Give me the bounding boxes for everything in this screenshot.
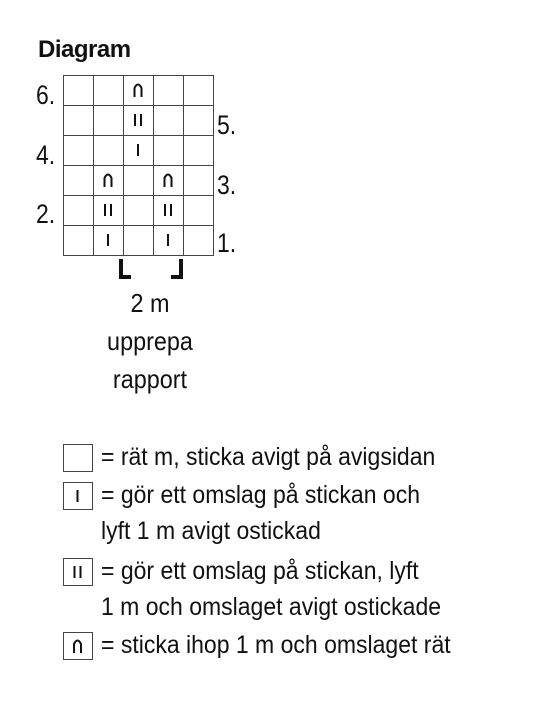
arc-symbol-icon bbox=[154, 166, 184, 196]
chart-cell bbox=[64, 166, 94, 196]
chart-cell bbox=[124, 196, 154, 226]
row-label-1: 1. bbox=[217, 228, 237, 258]
empty-square-icon bbox=[63, 444, 93, 472]
chart-cell bbox=[94, 196, 124, 226]
repeat-label: upprepa bbox=[107, 326, 193, 356]
double-symbol-icon bbox=[124, 106, 154, 136]
row-label-5: 5. bbox=[217, 110, 237, 140]
arc-icon bbox=[63, 632, 93, 660]
chart-cell bbox=[154, 136, 184, 166]
chart-cell bbox=[94, 166, 124, 196]
chart-cell bbox=[64, 196, 94, 226]
legend-text-yarn-over-slip-2: lyft 1 m avigt ostickad bbox=[101, 517, 321, 545]
single-symbol-icon bbox=[154, 226, 184, 256]
chart-cell bbox=[64, 226, 94, 256]
repeat-label-rapport: rapport bbox=[112, 364, 188, 394]
chart-cell bbox=[94, 76, 124, 106]
chart-cell bbox=[124, 136, 154, 166]
diagram-title: Diagram bbox=[38, 36, 131, 63]
arc-symbol-icon bbox=[94, 166, 124, 196]
chart-cell bbox=[154, 166, 184, 196]
chart-cell bbox=[184, 136, 214, 166]
row-label-6: 6. bbox=[36, 80, 56, 110]
repeat-bracket bbox=[118, 257, 184, 281]
double-symbol-icon bbox=[154, 196, 184, 226]
chart-cell bbox=[154, 226, 184, 256]
legend-text-yarn-over-slip-1: = gör ett omslag på stickan och bbox=[101, 481, 420, 509]
chart-cell bbox=[184, 106, 214, 136]
single-symbol-icon bbox=[124, 136, 154, 166]
legend-text-double-yarn-over-2: 1 m och omslaget avigt ostickade bbox=[101, 593, 442, 621]
chart-cell bbox=[94, 106, 124, 136]
chart-cell bbox=[154, 196, 184, 226]
legend-text-knit: = rät m, sticka avigt på avigsidan bbox=[101, 443, 436, 471]
chart-cell bbox=[64, 76, 94, 106]
chart-cell bbox=[124, 226, 154, 256]
row-label-3: 3. bbox=[217, 170, 237, 200]
chart-cell bbox=[124, 76, 154, 106]
chart-cell bbox=[64, 106, 94, 136]
legend-text-double-yarn-over-1: = gör ett omslag på stickan, lyft bbox=[101, 557, 419, 585]
chart-cell bbox=[64, 136, 94, 166]
chart-cell bbox=[94, 136, 124, 166]
chart-cell bbox=[184, 166, 214, 196]
chart-cell bbox=[184, 196, 214, 226]
single-bar-icon bbox=[63, 482, 93, 510]
chart-cell bbox=[94, 226, 124, 256]
row-label-2: 2. bbox=[36, 199, 56, 229]
chart-cell bbox=[184, 76, 214, 106]
double-symbol-icon bbox=[94, 196, 124, 226]
legend-text-knit-together: = sticka ihop 1 m och omslaget rät bbox=[101, 631, 451, 659]
row-label-4: 4. bbox=[36, 140, 56, 170]
chart-cell bbox=[154, 106, 184, 136]
knitting-chart-grid bbox=[63, 75, 214, 256]
double-bar-icon bbox=[63, 558, 93, 586]
chart-cell bbox=[124, 106, 154, 136]
repeat-stitch-count: 2 m bbox=[130, 288, 170, 318]
single-symbol-icon bbox=[94, 226, 124, 256]
chart-cell bbox=[124, 166, 154, 196]
chart-cell bbox=[154, 76, 184, 106]
arc-symbol-icon bbox=[124, 76, 154, 106]
chart-cell bbox=[184, 226, 214, 256]
